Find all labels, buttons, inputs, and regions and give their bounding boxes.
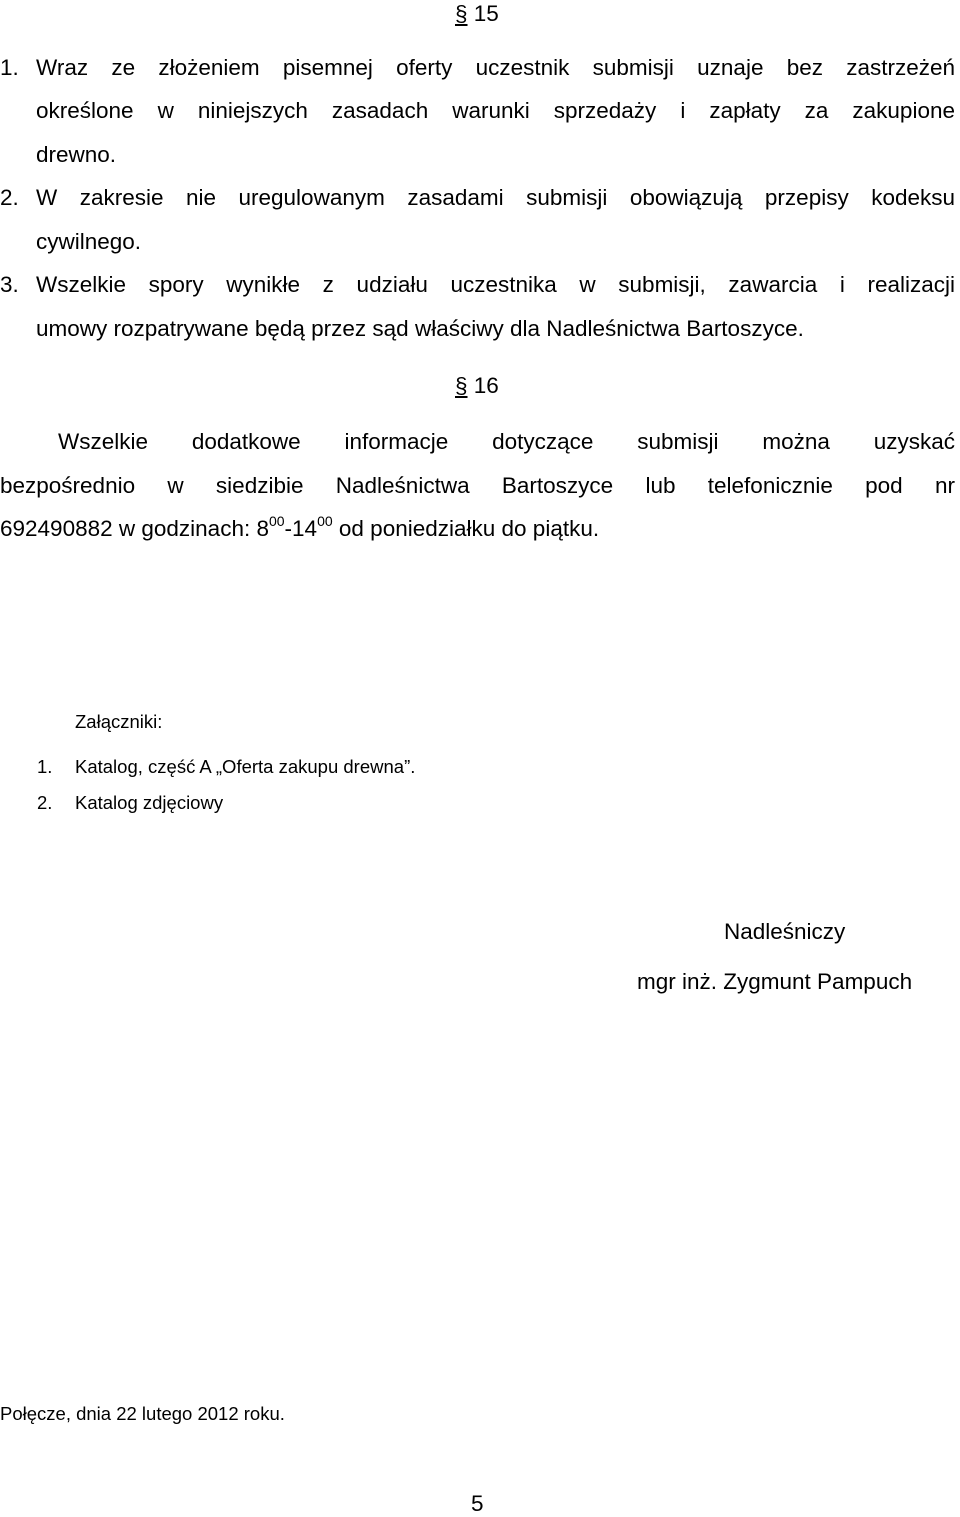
signature-name: mgr inż. Zygmunt Pampuch xyxy=(637,969,913,994)
paragraph-line: umowy rozpatrywane będą przez sąd właściwy dla Nadleśnictwa Bartoszyce. xyxy=(36,316,804,341)
list-number: 1. xyxy=(37,756,53,777)
phone-and-hours-text: 692490882 w godzinach: 8 xyxy=(0,516,269,541)
paragraph-line: drewno. xyxy=(36,142,117,167)
weekdays-text: od poniedziałku do piątku. xyxy=(332,516,600,541)
list-number: 1. xyxy=(0,55,19,80)
paragraph-line: Wraz ze złożeniem pisemnej oferty uczestnik submisji uznaje bez zastrzeżeń xyxy=(36,55,955,80)
signature-title: Nadleśniczy xyxy=(724,919,846,944)
page-number: 5 xyxy=(471,1491,484,1516)
hour-end-text: -14 xyxy=(284,516,318,541)
section-number: 15 xyxy=(473,1,499,26)
section-sign: § xyxy=(455,1,468,26)
place-date: Połęcze, dnia 22 lutego 2012 roku. xyxy=(0,1403,285,1424)
hour-start-superscript: 00 xyxy=(268,512,285,529)
list-number: 2. xyxy=(0,185,19,210)
section-number: 16 xyxy=(473,373,499,398)
attachment-text: Katalog zdjęciowy xyxy=(75,792,224,813)
hour-end-superscript: 00 xyxy=(317,512,333,529)
paragraph-line: Wszelkie spory wynikłe z udziału uczestnika w submisji, zawarcia i realizacji xyxy=(36,272,955,297)
section-15-heading xyxy=(455,0,499,27)
list-number: 3. xyxy=(0,272,19,297)
paragraph-line xyxy=(0,512,600,542)
paragraph-line: cywilnego. xyxy=(36,229,142,254)
paragraph-line: Wszelkie dodatkowe informacje dotyczące submisji można uzyskać xyxy=(58,429,955,454)
attachments-label: Załączniki: xyxy=(75,711,163,732)
section-16-heading xyxy=(455,372,499,399)
paragraph-line: określone w niniejszych zasadach warunki sprzedaży i zapłaty za zakupione xyxy=(36,98,955,123)
attachment-text: Katalog, część A „Oferta zakupu drewna”. xyxy=(75,756,416,777)
list-number: 2. xyxy=(37,792,53,813)
paragraph-line: W zakresie nie uregulowanym zasadami submisji obowiązują przepisy kodeksu xyxy=(36,185,955,210)
paragraph-line: bezpośrednio w siedzibie Nadleśnictwa Bartoszyce lub telefonicznie pod nr xyxy=(0,473,955,498)
section-sign: § xyxy=(455,373,468,398)
